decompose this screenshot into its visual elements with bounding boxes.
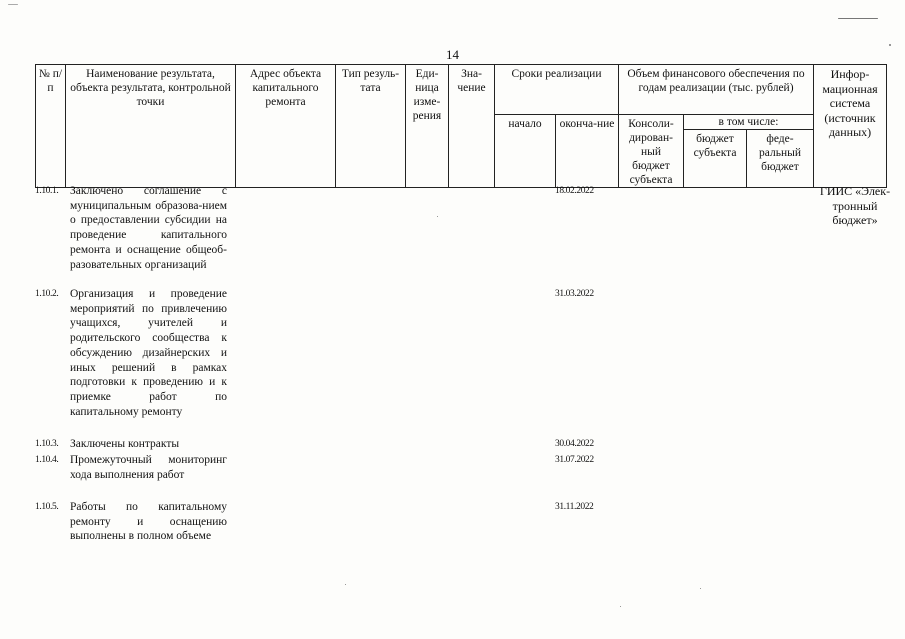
row-number: 1.10.2. bbox=[35, 289, 59, 299]
header-result-type: Тип резуль-тата bbox=[336, 65, 406, 188]
row-end-date: 31.03.2022 bbox=[555, 289, 594, 299]
header-finance: Объем финансового обеспечения по годам реализации (тыс. рублей) bbox=[619, 65, 814, 115]
header-including: в том числе: bbox=[684, 115, 814, 130]
header-number: № п/п bbox=[36, 65, 66, 188]
row-name: Работы по капитальному ремонту и оснащению выполнены в полном объеме bbox=[70, 501, 227, 543]
row-name: Заключено соглашение с муниципальным образова-нием о предоставлении субсидии на проведение капитального ремонта и оснащение общеоб-разовательных организаций bbox=[70, 185, 227, 271]
row-name: Промежуточный мониторинг хода выполнения работ bbox=[70, 454, 227, 481]
header-start: начало bbox=[495, 115, 556, 188]
header-info-system: Инфор-мационная система (источник данных) bbox=[814, 65, 887, 188]
header-unit: Еди-ница изме-рения bbox=[406, 65, 449, 188]
header-value: Зна-чение bbox=[449, 65, 495, 188]
scan-mark bbox=[838, 18, 878, 19]
scan-mark bbox=[700, 588, 701, 589]
header-consolidated-budget: Консоли-дирован-ный бюджет субъекта bbox=[619, 115, 684, 188]
row-number: 1.10.4. bbox=[35, 455, 59, 465]
row-number: 1.10.1. bbox=[35, 186, 59, 196]
scan-mark bbox=[620, 606, 621, 607]
page-number: 14 bbox=[446, 47, 459, 62]
row-number: 1.10.5. bbox=[35, 502, 59, 512]
row-number: 1.10.3. bbox=[35, 439, 59, 449]
scan-mark bbox=[889, 44, 891, 46]
row-end-date: 31.11.2022 bbox=[555, 502, 594, 512]
scan-mark bbox=[8, 4, 18, 5]
row-name: Заключены контракты bbox=[70, 438, 180, 450]
header-federal-budget: феде-ральный бюджет bbox=[747, 130, 814, 188]
scan-mark bbox=[437, 216, 438, 217]
header-address: Адрес объекта капитального ремонта bbox=[236, 65, 336, 188]
table-header bbox=[35, 64, 887, 188]
row-end-date: 31.07.2022 bbox=[555, 455, 594, 465]
row-end-date: 18.02.2022 bbox=[555, 186, 594, 196]
row-info-system: ГИИС «Элек-тронный бюджет» bbox=[819, 184, 891, 227]
row-end-date: 30.04.2022 bbox=[555, 439, 594, 449]
header-name: Наименование результата, объекта результата, контрольной точки bbox=[66, 65, 236, 188]
row-name: Организация и проведение мероприятий по привлечению учащихся, учителей и родительского сообщества к обсуждению дизайнерских и иных решений в рамках подготовки к проведению и к приемке работ по капитальному ремонту bbox=[70, 288, 227, 418]
header-end: оконча-ние bbox=[556, 115, 619, 188]
header-subject-budget: бюджет субъекта bbox=[684, 130, 747, 188]
scan-mark bbox=[345, 584, 346, 585]
header-terms: Сроки реализации bbox=[495, 65, 619, 115]
